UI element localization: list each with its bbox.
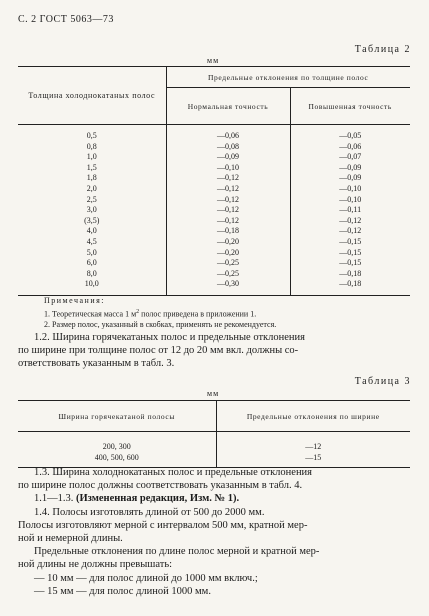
normal-dev-cell: —0,12: [166, 184, 290, 195]
high-dev-cell: —0,15: [339, 247, 362, 257]
thickness-cell: (3,5): [18, 216, 166, 227]
table-row: [18, 184, 410, 195]
high-dev-cell: —0,18: [339, 268, 362, 278]
thickness-cell: 4,0: [18, 226, 166, 237]
high-dev-cell: —0,05: [339, 131, 362, 140]
paragraph-line: ответствовать указанным в табл. 3.: [18, 358, 175, 370]
normal-dev-cell: —0,18: [166, 226, 290, 237]
high-dev-cell: —0,18: [290, 279, 410, 295]
normal-dev-cell: —0,06: [166, 125, 290, 142]
thickness-cell: 3,0: [18, 205, 166, 216]
amendment-bold: (Измененная редакция, Изм. № 1).: [76, 493, 240, 505]
normal-dev-cell: —0,12: [166, 216, 290, 227]
col-width-header: Ширина горячекатаной полосы: [18, 401, 216, 432]
normal-dev-cell: —0,20: [166, 248, 290, 259]
amendment-note: [18, 492, 411, 505]
table-2-unit: мм: [207, 56, 220, 65]
high-dev-cell: —0,09: [339, 173, 362, 183]
normal-dev-cell: —0,20: [166, 237, 290, 248]
high-dev-cell: —0,09: [339, 162, 362, 172]
paragraph-line: 1.3. Ширина холоднокатаных полос и предельные отклонения: [34, 467, 313, 478]
thickness-cell: 2,5: [18, 195, 166, 206]
width-cell: 400, 500, 600: [18, 453, 216, 468]
table-row: [18, 248, 410, 259]
thickness-cell: 4,5: [18, 237, 166, 248]
col-dev-header: Предельные отклонения по ширине: [216, 401, 410, 432]
paragraph-line: по ширине полос должны соответствовать указанным в табл. 4.: [18, 480, 303, 492]
table-row: [18, 173, 410, 184]
amendment-prefix: 1.1—1.3.: [34, 493, 76, 505]
table-row: [18, 195, 410, 206]
paragraph-line: 1.2. Ширина горячекатаных полос и предельные отклонения: [34, 332, 305, 343]
table-row: [18, 205, 410, 216]
thickness-cell: 6,0: [18, 258, 166, 269]
table-row: [18, 142, 410, 153]
paragraph-line: 1.4. Полосы изготовлять длиной от 500 до 2000 мм.: [34, 506, 265, 518]
table-row: [18, 237, 410, 248]
normal-dev-cell: —0,09: [166, 152, 290, 163]
table-2-caption: Таблица 2: [354, 44, 411, 55]
high-dev-cell: —0,10: [339, 183, 362, 193]
width-cell: 200, 300: [18, 432, 216, 453]
table-row: [18, 432, 410, 453]
normal-dev-cell: —0,25: [166, 258, 290, 269]
table-3-caption: Таблица 3: [354, 376, 411, 387]
paragraph-line: по ширине при толщине полос от 12 до 20 мм вкл. должны со-: [18, 345, 299, 357]
table-row: [18, 269, 410, 280]
high-dev-cell: —0,07: [339, 152, 362, 162]
thickness-cell: 8,0: [18, 269, 166, 280]
normal-dev-cell: —0,08: [166, 142, 290, 153]
thickness-cell: 1,0: [18, 152, 166, 163]
table-3-body: [18, 432, 410, 468]
note-1-sup: 2: [136, 308, 140, 315]
note-1: [44, 307, 276, 320]
paragraph-line: — 10 мм — для полос длиной до 1000 мм включ.;: [34, 572, 258, 584]
page-header: С. 2 ГОСТ 5063—73: [18, 14, 114, 25]
table-row: [18, 279, 410, 295]
paragraph-line: — 15 мм — для полос длиной 1000 мм.: [34, 585, 211, 597]
thickness-cell: 0,5: [18, 125, 166, 142]
col-thickness-header: Толщина холоднокатаных полос: [18, 67, 166, 125]
note-1-text: 1. Теоретическая масса 1 м: [44, 309, 137, 319]
col-high-header: Повышенная точность: [290, 88, 410, 125]
high-dev-cell: —0,10: [339, 194, 362, 204]
notes: [44, 296, 276, 330]
thickness-cell: 1,5: [18, 163, 166, 174]
normal-dev-cell: —0,12: [166, 195, 290, 206]
high-dev-cell: —0,12: [339, 215, 362, 225]
thickness-cell: 0,8: [18, 142, 166, 153]
paragraph-line: Полосы изготовляют мерной с интервалом 500 мм, кратной мер-: [18, 519, 308, 531]
high-dev-cell: —0,11: [339, 205, 362, 215]
high-dev-cell: —0,12: [339, 226, 362, 236]
table-row: [18, 216, 410, 227]
note-2: 2. Размер полос, указанный в скобках, применять не рекомендуется.: [44, 319, 277, 329]
high-dev-cell: —0,06: [339, 141, 362, 151]
high-dev-cell: —0,15: [339, 236, 362, 246]
normal-dev-cell: —0,10: [166, 163, 290, 174]
table-row: [18, 163, 410, 174]
table-row: [18, 226, 410, 237]
paragraph-line: Предельные отклонения по длине полос мерной и кратной мер-: [34, 546, 320, 558]
table-row: [18, 258, 410, 269]
note-1-text-end: полос приведена в приложении 1.: [139, 309, 257, 319]
col-normal-header: Нормальная точность: [166, 88, 290, 125]
thickness-cell: 10,0: [18, 279, 166, 295]
table-3-unit: мм: [207, 389, 220, 398]
paragraph-1-2: [18, 331, 411, 371]
paragraph-1-3: [18, 466, 411, 598]
normal-dev-cell: —0,30: [166, 279, 290, 295]
high-dev-cell: —0,15: [339, 258, 362, 268]
paragraph-line: ной длины не должны превышать:: [18, 559, 173, 571]
table-row: [18, 125, 410, 142]
normal-dev-cell: —0,25: [166, 269, 290, 280]
thickness-cell: 1,8: [18, 173, 166, 184]
normal-dev-cell: —0,12: [166, 205, 290, 216]
normal-dev-cell: —0,12: [166, 173, 290, 184]
paragraph-line: ной и немерной длины.: [18, 533, 123, 545]
width-dev-cell: —15: [216, 453, 410, 468]
table-row: [18, 152, 410, 163]
table-3: [18, 400, 410, 468]
thickness-cell: 2,0: [18, 184, 166, 195]
table-2: [18, 66, 410, 296]
notes-title: Примечания:: [44, 296, 106, 305]
table-2-body: [18, 125, 410, 296]
width-dev-cell: —12: [305, 442, 322, 451]
col-group-header: Предельные отклонения по толщине полос: [166, 67, 410, 88]
thickness-cell: 5,0: [18, 248, 166, 259]
